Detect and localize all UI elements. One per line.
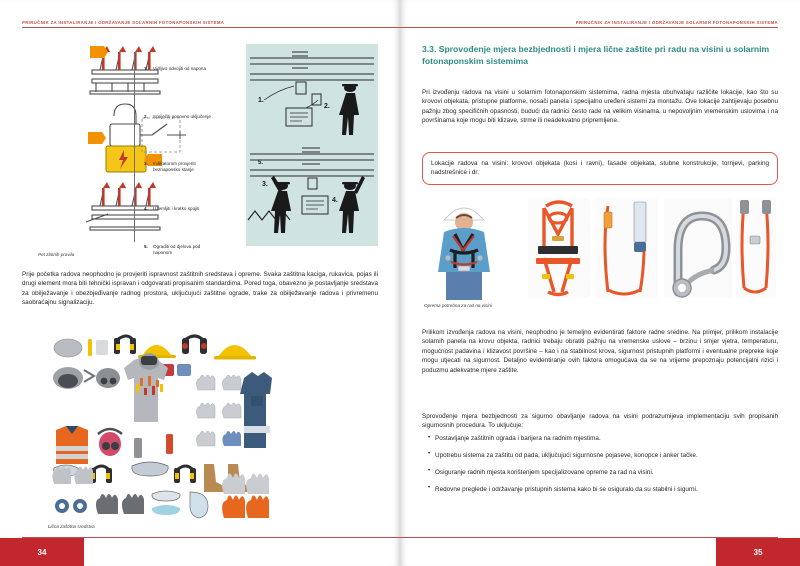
list-item: • Postavljanje zaštitnih ograda i barijera na radnim mjestima. xyxy=(428,434,778,443)
svg-text:4.: 4. xyxy=(332,197,338,204)
ppe-items-illustration xyxy=(48,334,272,520)
rule-text: Indikatorom provjeriti beznaponsko stanje xyxy=(153,161,196,173)
rule-number: 5. xyxy=(144,244,148,249)
rule-text: Uzemljiti i kratko spojiti xyxy=(153,206,200,211)
figure-caption-ppe: Lična zaštitna sredstva xyxy=(48,524,95,529)
rule-number: 4. xyxy=(144,206,148,211)
full-body-harness xyxy=(528,198,590,298)
header-rule-left xyxy=(22,27,400,28)
page-number-left: 34 xyxy=(0,538,84,566)
lineworker-pictograms xyxy=(246,44,378,246)
section-heading: 3.3. Sprovođenje mjera bezbjednosti i mjera lične zaštite pri radu na visini u solarnim fotonaponskim sistemima xyxy=(422,44,770,66)
rule-number: 2. xyxy=(144,114,148,119)
svg-text:5.: 5. xyxy=(258,160,264,166)
figure-caption-height-equipment: Oprema potrebna za rad na visini xyxy=(424,303,492,308)
figure-teal-panel xyxy=(246,44,378,246)
rule-number: 1. xyxy=(144,66,148,71)
figure-ppe-collage xyxy=(48,334,272,520)
rule-number: 3. xyxy=(144,161,148,166)
rule-item-3 xyxy=(144,161,218,173)
scaffold-hook-carabiner xyxy=(664,198,732,298)
rule-item-5 xyxy=(144,244,218,256)
paragraph-right-2: Prilikom izvođenja radova na visini, neophodno je temeljno evidentirati faktore radne sredine. Na primjer, prilikom instalacije solarnih panela na krovu objekta, radnici trebaju obratiti pažnju na vremenske uslove – brzinu i smjer vjetra, temperaturu, mogućnost padavina i klizavost površine – kao i na stabilnost krova, sigurnost pristupnih platformi i eventualne prepreke koje mogu utjecati na sigurnost. Detaljno evidentiranje ovih faktora omogućava da se na vrijeme prepoznaju potencijalni rizici i poduzmu adekvatne mjere zaštite. xyxy=(422,329,778,374)
paragraph-right-3: Sprovođenje mjera bezbjednosti za sigurno obavljanje radova na visini podrazumijeva implementaciju svih propisanih sigurnosnih procedura. To uključuje: xyxy=(422,413,778,430)
callout-text: Lokacije radova na visini: krovovi objekata (kosi i ravni), fasade objekata, stubne konstrukcije, tornjevi, parking nadstrešnice i dr. xyxy=(431,160,769,177)
rule-item-2 xyxy=(144,114,218,120)
harness-equipment-illustration xyxy=(424,196,776,300)
safety-measures-list xyxy=(428,434,778,502)
figure-divider-line xyxy=(134,52,135,242)
paragraph-left: Prije početka radova neophodno je provjeriti ispravnost zaštitnih sredstava i opreme. Svaka zaštitna kaciga, rukavica, pojas ili drugi element mora biti tehnički ispravan i odgovarati propisanim standardima. Pored toga, obavezno je postavljanje sredstava za obilježavanje i obezbjeđivanje radnog prostora, uključujući zaštitne ograde, trake za obilježavanje radova i privremenu saobraćajnu signalizaciju. xyxy=(22,271,378,307)
switch-schematic-icon xyxy=(140,116,186,156)
figure-height-work-equipment xyxy=(424,196,776,300)
svg-text:1.: 1. xyxy=(258,97,264,104)
callout-box xyxy=(422,152,778,185)
running-head-left: PRIRUČNIK ZA INSTALIRANJE I ODRŽAVANJE SOLARNIH FOTONAPONSKIH SISTEMA xyxy=(22,20,225,25)
list-item: • Upotrebu sistema za zaštitu od pada, uključujući sigurnosne pojaseve, konopce i anker tačke. xyxy=(428,451,778,460)
page-right xyxy=(400,0,800,566)
rule-text: Spriječiti ponovno uključenje xyxy=(153,114,211,119)
rope-lanyard xyxy=(736,198,776,298)
rule-text: Vidljivo odvojiti od napona xyxy=(153,66,207,71)
figure-caption-golden-rules: Pet zlatnih pravila xyxy=(38,252,75,257)
header-rule-right xyxy=(400,27,778,28)
paragraph-right-1: Pri izvođenju radova na visini u solarnim fotonaponskim sistemima, radna mjesta obuhvataju različite lokacije, kao što su krovovi objekata, pristupne platforme, nosači panela i specijalno uređeni sistemi za montažu. Ove lokacije zahtijevaju posebnu pažnju zbog specifičnih opasnosti, budući da radnici često rade na velikim visinama, u nepovoljnim vremenskim uslovima i na površinama koje mogu biti klizave, strme ili neadekvatno pripremljene. xyxy=(422,89,778,125)
svg-text:3.: 3. xyxy=(262,181,268,188)
page-number-right: 35 xyxy=(716,538,800,566)
rule-item-1 xyxy=(144,66,218,72)
rule-text: Ograditi od djelova pod naponom xyxy=(153,244,201,256)
svg-text:2.: 2. xyxy=(324,103,330,110)
list-item: • Osiguranje radnih mjesta korištenjem specijalizovane opreme za rad na visini. xyxy=(428,468,778,477)
running-head-right: PRIRUČNIK ZA INSTALIRANJE I ODRŽAVANJE SOLARNIH FOTONAPONSKIH SISTEMA xyxy=(575,20,778,25)
shock-absorbing-lanyard xyxy=(596,198,658,298)
list-item: • Redovne preglede i održavanje pristupnih sistema kako bi se osiguralo da su stabilni i sigurni. xyxy=(428,485,778,494)
rule-item-4 xyxy=(144,206,218,212)
